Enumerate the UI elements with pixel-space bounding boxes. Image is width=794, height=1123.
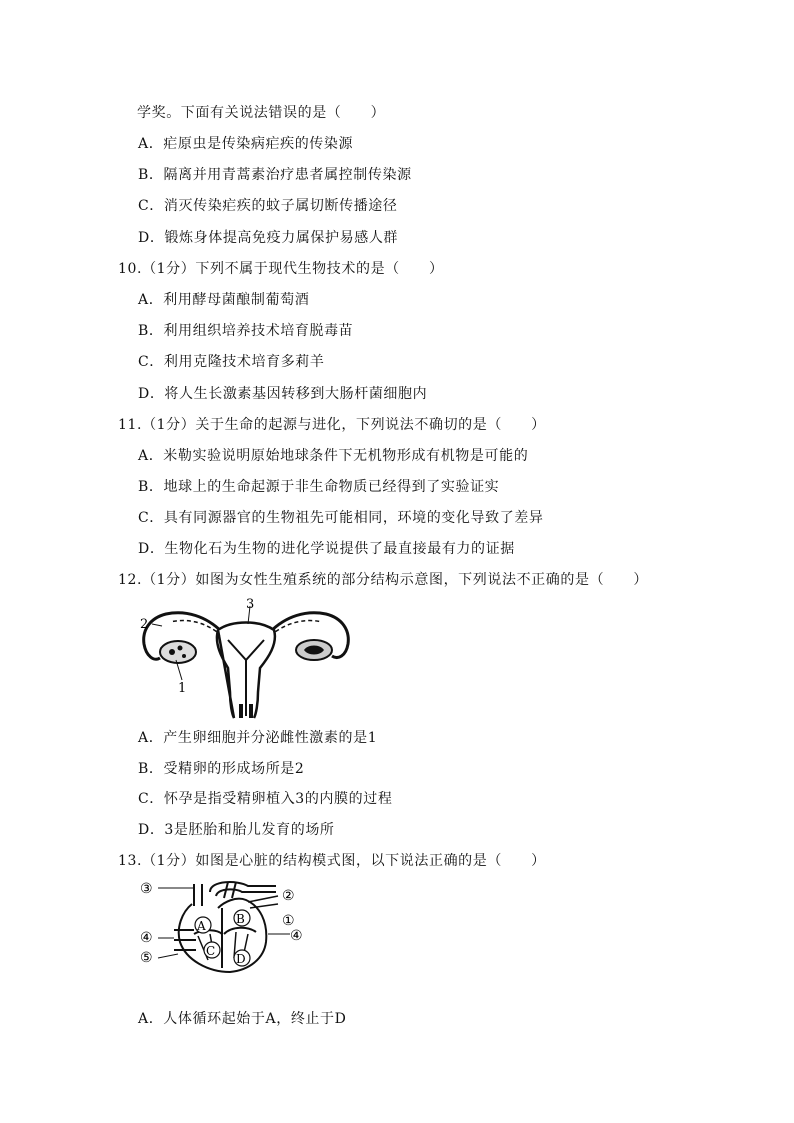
figure-label-1: 1: [178, 681, 187, 696]
question-9-option-d: D．锻炼身体提高免疫力属保护易感人群: [138, 230, 399, 246]
question-12-option-b: B．受精卵的形成场所是2: [138, 761, 305, 777]
chamber-label-d: D: [236, 952, 246, 966]
question-12-option-a: A．产生卵细胞并分泌雌性激素的是1: [138, 730, 378, 746]
question-11-stem: 11.（1分）关于生命的起源与进化，下列说法不确切的是（ ）: [118, 417, 546, 433]
question-12-stem: 12.（1分）如图为女性生殖系统的部分结构示意图，下列说法不正确的是（ ）: [118, 572, 648, 588]
question-11-option-b: B．地球上的生命起源于非生命物质已经得到了实验证实: [138, 479, 500, 495]
question-9-option-b: B．隔离并用青蒿素治疗患者属控制传染源: [138, 167, 412, 183]
chamber-label-c: C: [206, 944, 216, 958]
question-12-option-d: D．3是胚胎和胎儿发育的场所: [138, 822, 335, 838]
figure-label-3: 3: [246, 597, 255, 612]
question-10-option-b: B．利用组织培养技术培育脱毒苗: [138, 323, 354, 339]
figure-label-2-circled: ②: [282, 888, 295, 904]
question-12-option-c: C．怀孕是指受精卵植入3的内膜的过程: [138, 791, 393, 807]
question-10-option-c: C．利用克隆技术培育多莉羊: [138, 354, 325, 370]
figure-label-5-circled: ⑤: [140, 950, 153, 966]
question-9-stem-continued: 学奖。下面有关说法错误的是（ ）: [137, 105, 386, 121]
question-10-stem: 10.（1分）下列不属于现代生物技术的是（ ）: [118, 261, 444, 277]
chamber-label-a: A: [197, 919, 206, 933]
question-11-option-d: D．生物化石为生物的进化学说提供了最直接最有力的证据: [138, 541, 515, 557]
question-13-stem: 13.（1分）如图是心脏的结构模式图，以下说法正确的是（ ）: [118, 853, 546, 869]
figure-label-3-circled: ③: [140, 881, 153, 897]
question-11-option-a: A．米勒实验说明原始地球条件下无机物形成有机物是可能的: [138, 448, 529, 464]
female-reproductive-system-figure: [136, 596, 358, 720]
figure-label-2: 2: [140, 617, 149, 632]
figure-label-4-circled-right: ④: [290, 928, 303, 944]
question-9-option-c: C．消灭传染疟疾的蚊子属切断传播途径: [138, 198, 398, 214]
figure-label-4-circled-left: ④: [140, 930, 153, 946]
heart-structure-figure: [138, 878, 314, 976]
question-10-option-d: D．将人生长激素基因转移到大肠杆菌细胞内: [138, 386, 428, 402]
question-9-option-a: A．疟原虫是传染病疟疾的传染源: [138, 136, 354, 152]
question-10-option-a: A．利用酵母菌酿制葡萄酒: [138, 292, 310, 308]
question-13-option-a: A．人体循环起始于A，终止于D: [138, 1011, 347, 1027]
figure-label-1-circled: ①: [282, 913, 295, 929]
chamber-label-b: B: [236, 912, 245, 926]
question-11-option-c: C．具有同源器官的生物祖先可能相同，环境的变化导致了差异: [138, 510, 544, 526]
